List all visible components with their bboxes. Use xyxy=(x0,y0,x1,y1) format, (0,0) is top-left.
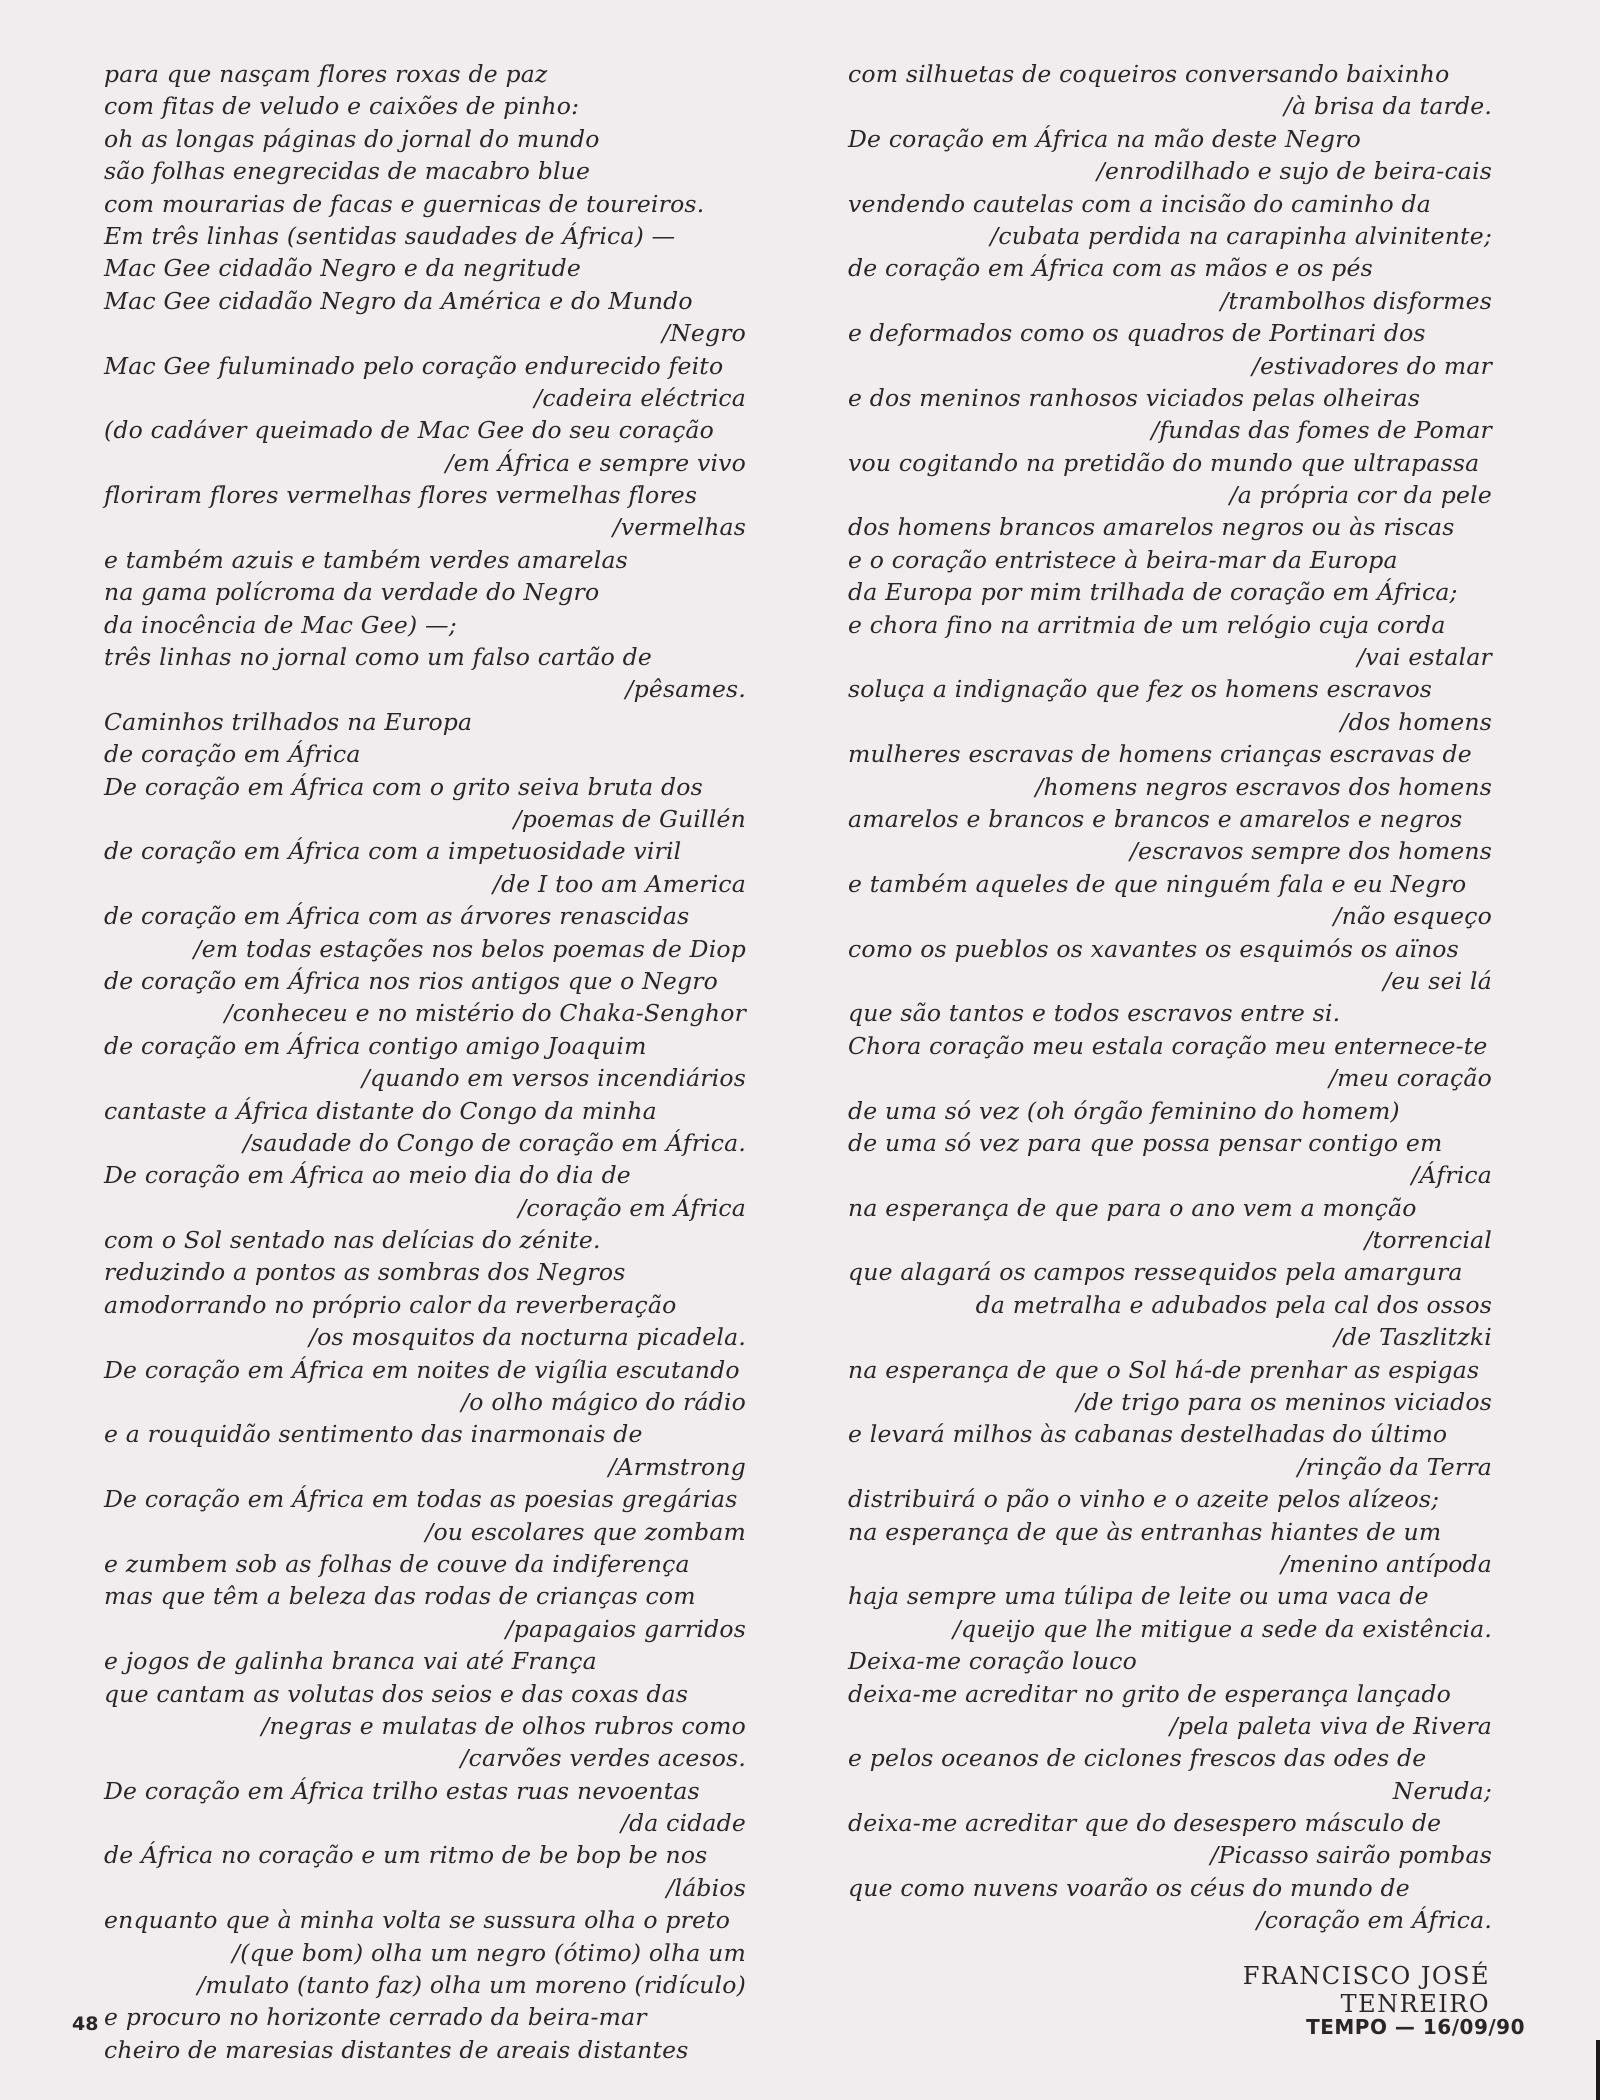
poem-line: soluça a indignação que fez os homens escravos xyxy=(848,675,1433,704)
poem-line: /ou escolares que zombam xyxy=(425,1517,746,1546)
poem-line: /de I too am America xyxy=(492,869,746,898)
poem-line: De coração em África na mão deste Negro xyxy=(848,124,1361,153)
poem-line: com silhuetas de coqueiros conversando baixinho xyxy=(848,60,1450,88)
poem-line: mulheres escravas de homens crianças escravas de xyxy=(848,740,1472,769)
poem-line: que cantam as volutas dos seios e das coxas das xyxy=(104,1679,689,1708)
poem-line: amodorrando no próprio calor da reverberação xyxy=(104,1290,677,1319)
poem-line: /homens negros escravos dos homens xyxy=(1035,772,1492,801)
poem-line: /Negro xyxy=(661,319,746,348)
poem-line: de coração em África com as árvores renascidas xyxy=(104,902,690,931)
poem-line: de coração em África com a impetuosidade viril xyxy=(104,837,682,866)
poem-line: /coração em África. xyxy=(1256,1906,1492,1935)
poem-line: e a rouquidão sentimento das inarmonais de xyxy=(104,1420,643,1449)
poem-line: /em todas estações nos belos poemas de Diop xyxy=(193,934,746,963)
poem-line: /torrencial xyxy=(1364,1226,1492,1255)
poem-line: floriram flores vermelhas flores vermelhas flores xyxy=(104,481,698,510)
poem-line: /(que bom) olha um negro (ótimo) olha um xyxy=(232,1938,746,1967)
poem-line: que como nuvens voarão os céus do mundo de xyxy=(848,1873,1410,1902)
poem-line: /meu coração xyxy=(1329,1064,1492,1093)
poem-line: mas que têm a beleza das rodas de crianças com xyxy=(104,1582,696,1611)
poem-line: e também aqueles de que ninguém fala e eu Negro xyxy=(848,869,1467,898)
poem-line: com fitas de veludo e caixões de pinho: xyxy=(104,92,580,121)
poem-line: cheiro de maresias distantes de areais distantes xyxy=(104,2035,689,2064)
poem-line: como os pueblos os xavantes os esquimós os aïnos xyxy=(848,934,1459,963)
poem-line: com mourarias de facas e guernicas de toureiros. xyxy=(104,189,705,218)
poem-line: Em três linhas (sentidas saudades de África) — xyxy=(104,221,676,250)
poem-line: de coração em África com as mãos e os pés xyxy=(848,254,1373,283)
page-edge-mark xyxy=(1596,2040,1600,2100)
poem-line: de uma só vez para que possa pensar contigo em xyxy=(848,1128,1443,1157)
poem-line: deixa-me acreditar que do desespero másculo de xyxy=(848,1809,1442,1838)
poem-line: /papagaios garridos xyxy=(505,1614,746,1643)
poem-line: /negras e mulatas de olhos rubros como xyxy=(261,1711,746,1740)
poem-line: /o olho mágico do rádio xyxy=(461,1388,746,1417)
poem-line: /fundas das fomes de Pomar xyxy=(1151,416,1492,445)
poem-line: haja sempre uma túlipa de leite ou uma vaca de xyxy=(848,1582,1429,1611)
poem-line: três linhas no jornal como um falso cartão de xyxy=(104,643,652,672)
poem-line: /conheceu e no mistério do Chaka-Senghor xyxy=(224,999,746,1028)
poem-line: da metralha e adubados pela cal dos ossos xyxy=(975,1290,1492,1319)
poem-line: /Armstrong xyxy=(608,1452,746,1481)
poem-line: /pela paleta viva de Rivera xyxy=(1169,1711,1492,1740)
poem-line: e procuro no horizonte cerrado da beira-mar xyxy=(104,2003,647,2032)
poem-line: com o Sol sentado nas delícias do zénite. xyxy=(104,1226,601,1255)
poem-line: Mac Gee cidadão Negro da América e do Mundo xyxy=(104,286,693,315)
poem-line: /cubata perdida na carapinha alvinitente; xyxy=(990,221,1492,250)
poem-line: e dos meninos ranhosos viciados pelas olheiras xyxy=(848,383,1421,412)
poem-line: /os mosquitos da nocturna picadela. xyxy=(309,1323,746,1352)
poem-line: /da cidade xyxy=(620,1809,746,1838)
poem-line: na esperança de que às entranhas hiantes de um xyxy=(848,1517,1442,1546)
poem-line: /Picasso sairão pombas xyxy=(1210,1841,1492,1870)
poem-right-column xyxy=(848,58,1492,1937)
poem-line: de coração em África xyxy=(104,740,361,769)
poem-line: dos homens brancos amarelos negros ou às riscas xyxy=(848,513,1455,542)
poem-line: que alagará os campos ressequidos pela amargura xyxy=(848,1258,1463,1287)
poem-line: /vermelhas xyxy=(612,513,746,542)
poem-line: /pêsames. xyxy=(625,675,746,704)
poem-line: /lábios xyxy=(666,1873,746,1902)
poem-line: e deformados como os quadros de Portinari dos xyxy=(848,319,1426,348)
poem-line: enquanto que à minha volta se sussura olha o preto xyxy=(104,1906,731,1935)
poem-line: De coração em África com o grito seiva bruta dos xyxy=(104,772,703,801)
poem-line: e jogos de galinha branca vai até França xyxy=(104,1647,597,1676)
poem-line: /a própria cor da pele xyxy=(1229,481,1492,510)
poem-line: /poemas de Guillén xyxy=(513,804,746,833)
poem-line: /enrodilhado e sujo de beira-cais xyxy=(1096,157,1492,186)
poem-line: de África no coração e um ritmo de be bop be nos xyxy=(104,1841,708,1870)
poem-line: /dos homens xyxy=(1340,707,1492,736)
poem-line: Mac Gee fuluminado pelo coração endurecido feito xyxy=(104,351,724,380)
poem-line: e também azuis e também verdes amarelas xyxy=(104,545,628,574)
poem-line: /queijo que lhe mitigue a sede da existência. xyxy=(952,1614,1492,1643)
poem-line: /de trigo para os meninos viciados xyxy=(1076,1388,1492,1417)
poem-line: reduzindo a pontos as sombras dos Negros xyxy=(104,1258,626,1287)
poem-line: e pelos oceanos de ciclones frescos das odes de xyxy=(848,1744,1427,1773)
poem-line: e levará milhos às cabanas destelhadas do último xyxy=(848,1420,1448,1449)
poem-line: Mac Gee cidadão Negro e da negritude xyxy=(104,254,581,283)
poem-line: amarelos e brancos e brancos e amarelos e negros xyxy=(848,804,1463,833)
poem-line: Chora coração meu estala coração meu enternece-te xyxy=(848,1031,1488,1060)
poem-line: e chora fino na arritmia de um relógio cuja corda xyxy=(848,610,1446,639)
poem-line: que são tantos e todos escravos entre si. xyxy=(848,999,1341,1028)
poem-line: /vai estalar xyxy=(1357,643,1492,672)
poem-line: Deixa-me coração louco xyxy=(848,1647,1137,1676)
page-number: 48 xyxy=(72,2013,99,2035)
author-signature: FRANCISCO JOSÉ TENREIRO xyxy=(1242,1962,1490,2018)
poem-line: Neruda; xyxy=(1392,1776,1492,1805)
poem-line: na esperança de que para o ano vem a monção xyxy=(848,1193,1417,1222)
poem-line: /carvões verdes acesos. xyxy=(460,1744,746,1773)
poem-line: para que nasçam flores roxas de paz xyxy=(104,60,548,88)
poem-line: de coração em África nos rios antigos que o Negro xyxy=(104,966,719,995)
poem-line: deixa-me acreditar no grito de esperança lançado xyxy=(848,1679,1451,1708)
poem-line: cantaste a África distante do Congo da minha xyxy=(104,1096,657,1125)
poem-line: /em África e sempre vivo xyxy=(445,448,746,477)
poem-line: de uma só vez (oh órgão feminino do homem) xyxy=(848,1096,1400,1125)
poem-line: oh as longas páginas do jornal do mundo xyxy=(104,124,600,153)
poem-line: vendendo cautelas com a incisão do caminho da xyxy=(848,189,1431,218)
poem-line: /quando em versos incendiários xyxy=(361,1064,746,1093)
poem-line: /rinção da Terra xyxy=(1297,1452,1492,1481)
poem-line: e o coração entristece à beira-mar da Europa xyxy=(848,545,1398,574)
publication-footer: TEMPO — 16/09/90 xyxy=(1306,2015,1525,2039)
poem-line: /coração em África xyxy=(518,1193,746,1222)
poem-line: distribuirá o pão o vinho e o azeite pelos alízeos; xyxy=(848,1485,1440,1514)
poem-line: e zumbem sob as folhas de couve da indiferença xyxy=(104,1549,690,1578)
poem-line: De coração em África em noites de vigília escutando xyxy=(104,1355,740,1384)
poem-line: De coração em África trilho estas ruas nevoentas xyxy=(104,1776,700,1805)
poem-line: De coração em África ao meio dia do dia de xyxy=(104,1161,631,1190)
poem-line: /saudade do Congo de coração em África. xyxy=(242,1128,746,1157)
poem-line: /cadeira eléctrica xyxy=(534,383,746,412)
poem-line: vou cogitando na pretidão do mundo que ultrapassa xyxy=(848,448,1480,477)
poem-line: /mulato (tanto faz) olha um moreno (ridículo) xyxy=(197,1971,746,2000)
poem-line: /estivadores do mar xyxy=(1252,351,1492,380)
poem-line: /escravos sempre dos homens xyxy=(1130,837,1492,866)
poem-left-column xyxy=(104,58,746,2066)
poem-line: são folhas enegrecidas de macabro blue xyxy=(104,157,591,186)
poem-line: na gama polícroma da verdade do Negro xyxy=(104,578,600,607)
poem-line: /eu sei lá xyxy=(1383,966,1492,995)
poem-line: /África xyxy=(1411,1161,1492,1190)
poem-line: /trambolhos disformes xyxy=(1220,286,1492,315)
poem-line: /de Taszlitzki xyxy=(1333,1323,1492,1352)
poem-line: (do cadáver queimado de Mac Gee do seu coração xyxy=(104,416,714,445)
poem-line: da Europa por mim trilhada de coração em África; xyxy=(848,578,1458,607)
poem-line: /menino antípoda xyxy=(1280,1549,1492,1578)
poem-line: de coração em África contigo amigo Joaquim xyxy=(104,1031,647,1060)
poem-line: De coração em África em todas as poesias gregárias xyxy=(104,1485,738,1514)
poem-line: /não esqueço xyxy=(1333,902,1492,931)
poem-line: /à brisa da tarde. xyxy=(1284,92,1492,121)
poem-line: da inocência de Mac Gee) —; xyxy=(104,610,457,639)
poem-line: Caminhos trilhados na Europa xyxy=(104,707,473,736)
poem-line: na esperança de que o Sol há-de prenhar as espigas xyxy=(848,1355,1480,1384)
